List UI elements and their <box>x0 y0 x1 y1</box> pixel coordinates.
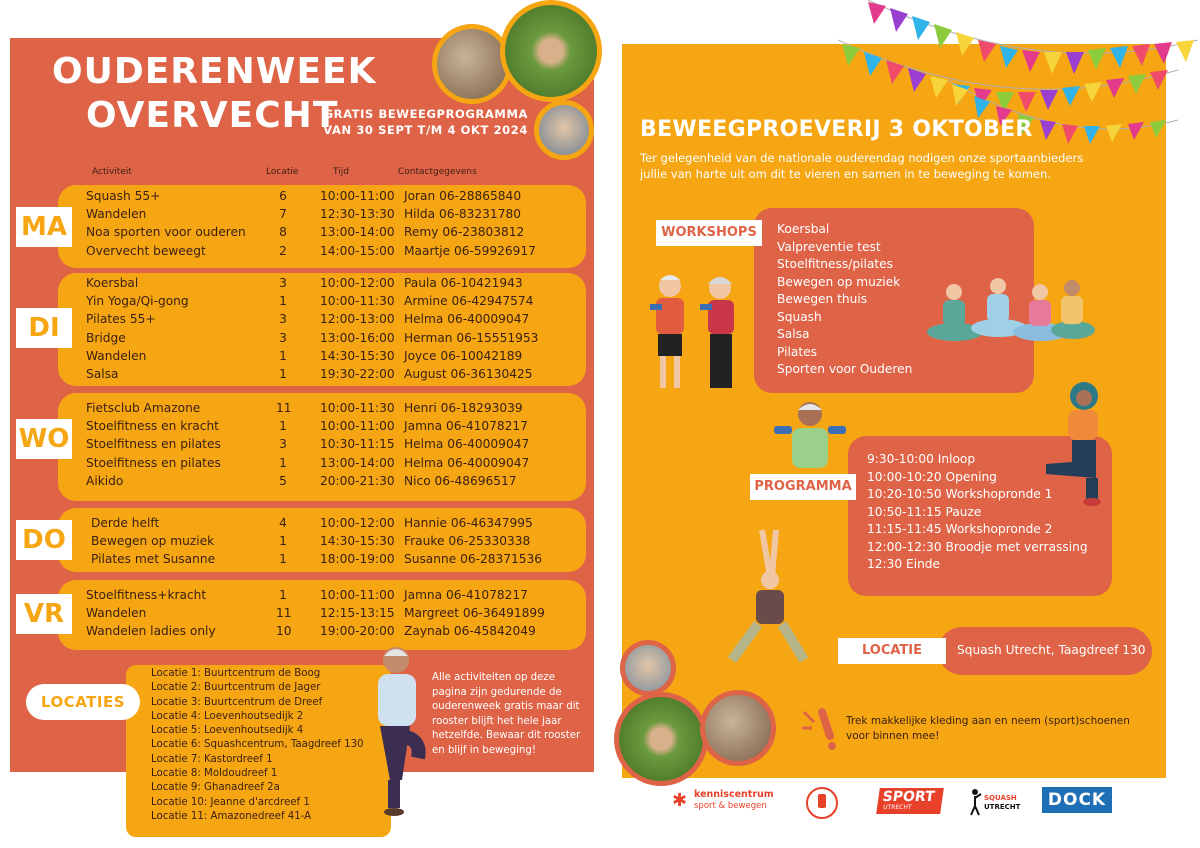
list-item: Locatie 11: Amazonedreef 41-A <box>151 810 312 822</box>
stretching-man-icon <box>360 640 430 820</box>
photo-group-icon <box>432 24 512 104</box>
sport-utrecht-main: SPORT <box>881 789 936 805</box>
list-item: Locatie 6: Squashcentrum, Taagdreef 130 <box>151 739 364 751</box>
yoga-group-icon <box>925 276 1097 346</box>
rows-do <box>91 514 561 569</box>
table-row: Wandelen ladies only 10 19:00-20:00 Zaynab 06-45842049 <box>86 624 536 639</box>
list-item: Locatie 7: Kastordreef 1 <box>151 753 273 765</box>
locations-label: LOCATIES <box>26 684 140 720</box>
rows-wo <box>86 399 556 490</box>
exclamation-icon <box>800 704 840 752</box>
squash-main: SQUASH <box>984 794 1017 802</box>
day-label-vr: VR <box>16 594 72 634</box>
table-row: Stoelfitness en pilates 3 10:30-11:15 Helma 06-40009047 <box>86 437 530 452</box>
subtitle-line-1: GRATIS BEWEEGPROGRAMMA <box>323 107 528 121</box>
squash-utrecht-logo <box>968 788 1021 816</box>
yoga-pose-icon <box>724 528 814 670</box>
list-item: Locatie 1: Buurtcentrum de Boog <box>151 668 321 679</box>
table-row: Stoelfitness en kracht 1 10:00-11:00 Jamna 06-41078217 <box>86 419 528 434</box>
squash-player-icon <box>968 788 982 816</box>
list-item: Bewegen op muziek <box>777 274 901 289</box>
list-item: 12:00-12:30 Broodje met verrassing <box>867 539 1088 554</box>
table-row: Pilates 55+ 3 12:00-13:00 Helma 06-40009047 <box>86 312 530 327</box>
list-item: Squash <box>777 309 822 324</box>
rows-vr <box>86 586 556 641</box>
list-item: 12:30 Einde <box>867 557 941 571</box>
list-item: Locatie 8: Moldoudreef 1 <box>151 768 278 780</box>
photo-group-small-icon <box>700 690 776 766</box>
table-row: Derde helft 4 10:00-12:00 Hannie 06-46347995 <box>91 516 533 530</box>
table-row: Noa sporten voor ouderen 8 13:00-14:00 Remy 06-23803812 <box>86 225 525 240</box>
squash-sub: UTRECHT <box>984 803 1021 811</box>
header-contact: Contactgegevens <box>398 167 477 177</box>
table-row: Yin Yoga/Qi-gong 1 10:00-11:30 Armine 06-42947574 <box>86 294 534 309</box>
photo-hands-icon <box>500 0 602 102</box>
locations-list <box>151 667 364 824</box>
table-row: Aikido 5 20:00-21:30 Nico 06-48696517 <box>86 473 517 488</box>
workshops-label: WORKSHOPS <box>656 220 762 246</box>
list-item: Salsa <box>777 327 810 341</box>
day-label-ma: MA <box>16 207 72 247</box>
kenniscentrum-logo <box>672 789 772 815</box>
subtitle-line-2: VAN 30 SEPT T/M 4 OKT 2024 <box>323 123 528 137</box>
list-item: Valpreventie test <box>777 239 881 254</box>
sport-utrecht-logo <box>876 788 944 814</box>
dock-logo: DOCK <box>1042 787 1112 813</box>
schedule-note: Alle activiteiten op deze pagina zijn gedurende de ouderenweek gratis maar dit rooster blijft het hele jaar hetzelfde. Bewaar dit rooster en blijf in beweging! <box>432 672 581 756</box>
list-item: 10:50-11:15 Pauze <box>867 504 982 519</box>
man-dumbbells-icon <box>772 398 848 470</box>
woman-stretching-icon <box>1036 378 1116 508</box>
header-location: Locatie <box>266 167 299 177</box>
table-row: Pilates met Susanne 1 18:00-19:00 Susanne 06-28371536 <box>91 552 543 567</box>
list-item: Locatie 4: Loevenhoutsedijk 2 <box>151 710 304 722</box>
kc-line-1: kenniscentrum <box>694 789 774 800</box>
city-seal-icon <box>806 787 838 819</box>
table-row: Wandelen 1 14:30-15:30 Joyce 06-10042189 <box>86 348 523 363</box>
title-line-2: OVERVECHT <box>86 95 339 136</box>
day-label-do: DO <box>16 520 72 560</box>
table-row: Stoelfitness en pilates 1 13:00-14:00 Helma 06-40009047 <box>86 455 530 470</box>
event-intro: Ter gelegenheid van de nationale ouderendag nodigen onze sportaanbieders jullie van harte uit om dit te vieren en samen in te beweging te komen. <box>640 151 1084 181</box>
photo-couple-icon <box>534 100 594 160</box>
subtitle <box>316 106 528 138</box>
table-row: Wandelen 7 12:30-13:30 Hilda 06-83231780 <box>86 207 521 222</box>
clothing-tip: Trek makkelijke kleding aan en neem (sport)schoenen voor binnen mee! <box>846 715 1130 742</box>
table-row: Bridge 3 13:00-16:00 Herman 06-15551953 <box>86 330 539 345</box>
table-row: Salsa 1 19:30-22:00 August 06-36130425 <box>86 366 533 381</box>
title-line-1: OUDERENWEEK <box>52 51 377 92</box>
rows-ma <box>86 187 556 260</box>
table-row: Bewegen op muziek 1 14:30-15:30 Frauke 06-25330338 <box>91 534 531 549</box>
table-row: Overvecht beweegt 2 14:00-15:00 Maartje 06-59926917 <box>86 243 536 258</box>
list-item: Locatie 9: Ghanadreef 2a <box>151 782 280 794</box>
photo-hands-small-icon <box>614 692 708 786</box>
locatie-label: LOCATIE <box>838 638 946 664</box>
list-item: Locatie 10: Jeanne d'arcdreef 1 <box>151 796 310 808</box>
table-row: Koersbal 3 10:00-12:00 Paula 06-10421943 <box>86 276 523 290</box>
list-item: 9:30-10:00 Inloop <box>867 452 976 466</box>
list-item: Sporten voor Ouderen <box>777 362 913 376</box>
asterisk-icon: ✱ <box>672 790 688 811</box>
table-row: Stoelfitness+kracht 1 10:00-11:00 Jamna 06-41078217 <box>86 588 528 602</box>
header-time: Tijd <box>333 167 349 177</box>
table-row: Squash 55+ 6 10:00-11:00 Joran 06-28865840 <box>86 189 522 203</box>
locatie-value: Squash Utrecht, Taagdreef 130 <box>957 643 1146 657</box>
day-label-wo: WO <box>16 419 72 459</box>
list-item: 10:20-10:50 Workshopronde 1 <box>867 487 1053 501</box>
list-item: 11:15-11:45 Workshopronde 2 <box>867 522 1053 536</box>
list-item: Locatie 5: Loevenhoutsedijk 4 <box>151 725 304 737</box>
elderly-couple-icon <box>646 270 746 396</box>
table-row: Fietsclub Amazone 11 10:00-11:30 Henri 06-18293039 <box>86 401 523 415</box>
table-row: Wandelen 11 12:15-13:15 Margreet 06-36491899 <box>86 606 545 621</box>
day-label-di: DI <box>16 308 72 348</box>
sport-utrecht-sub: UTRECHT <box>882 804 912 811</box>
list-item: Stoelfitness/pilates <box>777 257 893 271</box>
list-item: Locatie 2: Buurtcentrum de Jager <box>151 682 321 694</box>
workshops-list <box>777 221 912 379</box>
programma-label: PROGRAMMA <box>750 474 856 500</box>
list-item: Koersbal <box>777 222 830 236</box>
photo-couple-small-icon <box>620 640 676 696</box>
list-item: 10:00-10:20 Opening <box>867 469 997 484</box>
rows-di <box>86 274 556 383</box>
kc-line-2: sport & bewegen <box>694 801 767 811</box>
event-title: BEWEEGPROEVERIJ 3 OKTOBER <box>640 117 1033 142</box>
header-activity: Activiteit <box>92 167 132 177</box>
list-item: Locatie 3: Buurtcentrum de Dreef <box>151 696 323 708</box>
list-item: Bewegen thuis <box>777 292 868 306</box>
list-item: Pilates <box>777 344 817 359</box>
